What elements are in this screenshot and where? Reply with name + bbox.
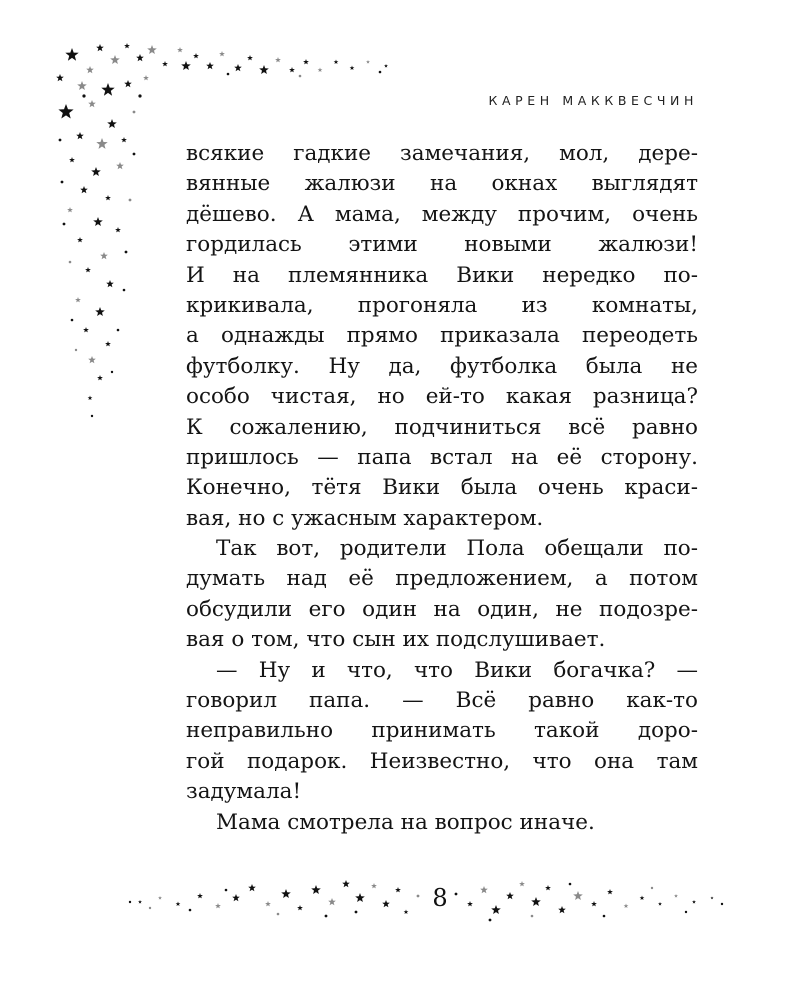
star-icon: [86, 66, 94, 73]
dot-icon: [417, 895, 420, 898]
text-line: вянные жалюзи на окнах выглядят: [186, 171, 698, 197]
star-icon: [232, 894, 240, 901]
dot-icon: [603, 915, 606, 918]
star-icon: [121, 137, 127, 142]
star-icon: [77, 81, 87, 90]
star-icon: [711, 896, 714, 899]
star-icon: [107, 119, 117, 128]
star-icon: [297, 905, 303, 910]
text-line: неправильно принимать такой доро-: [186, 718, 698, 744]
star-icon: [692, 900, 696, 904]
dot-icon: [189, 909, 192, 912]
star-icon: [69, 157, 75, 162]
text-line: гой подарок. Неизвестно, что она там: [186, 748, 698, 774]
star-icon: [328, 898, 336, 905]
star-icon: [303, 59, 309, 64]
star-icon: [311, 885, 321, 894]
star-icon: [124, 43, 130, 48]
star-icon: [95, 307, 105, 316]
star-icon: [350, 66, 355, 71]
star-icon: [116, 162, 124, 169]
star-icon: [177, 47, 183, 52]
star-icon: [105, 195, 111, 200]
text-line: гордилась этими новыми жалюзи!: [186, 232, 698, 258]
star-icon: [88, 100, 96, 107]
star-icon: [124, 80, 132, 87]
star-icon: [77, 237, 83, 242]
text-line: обсудили его один на один, не подозре-: [186, 596, 698, 622]
star-icon: [80, 186, 88, 193]
star-icon: [193, 53, 199, 58]
star-icon: [97, 375, 103, 380]
star-icon: [480, 886, 488, 893]
star-icon: [248, 884, 256, 891]
star-icon: [136, 54, 144, 61]
dot-icon: [133, 111, 136, 114]
dot-icon: [59, 139, 62, 142]
star-icon: [281, 889, 291, 898]
star-icon: [265, 901, 271, 906]
star-icon: [531, 897, 541, 906]
dot-icon: [379, 71, 382, 74]
text-line: вая о том, что сын их подслушивает.: [186, 627, 606, 653]
dot-icon: [123, 289, 126, 292]
star-icon: [162, 61, 168, 66]
star-icon: [658, 902, 662, 906]
star-icon: [573, 891, 583, 900]
running-head-author: КАРЕН МАККВЕСЧИН: [488, 93, 698, 108]
star-icon: [607, 889, 613, 894]
star-icon: [197, 893, 203, 898]
star-icon: [384, 64, 388, 68]
star-icon: [206, 62, 214, 69]
body-text: [186, 139, 698, 838]
dot-icon: [225, 889, 228, 892]
dot-icon: [325, 915, 328, 918]
text-line: К сожалению, подчиниться всё равно: [186, 414, 698, 440]
text-line: а однажды прямо приказала переодеть: [186, 323, 698, 349]
page-number: 8: [432, 884, 448, 912]
star-icon: [467, 901, 473, 906]
dot-icon: [129, 901, 131, 903]
dot-icon: [71, 319, 74, 322]
star-icon: [545, 885, 551, 890]
star-icon: [88, 396, 93, 401]
star-icon: [67, 207, 73, 212]
dot-icon: [299, 75, 302, 78]
text-line: футболку. Ну да, футболка была не: [186, 353, 698, 379]
star-icon: [334, 60, 339, 65]
star-icon: [289, 67, 295, 72]
text-line: особо чистая, но ей-то какая разница?: [186, 384, 698, 410]
text-line: думать над её предложением, а потом: [186, 566, 698, 592]
star-icon: [58, 104, 73, 119]
star-icon: [318, 68, 323, 73]
dot-icon: [355, 911, 358, 914]
star-icon: [76, 132, 84, 139]
star-icon: [519, 881, 525, 886]
text-line: И на племянника Вики нередко по-: [186, 262, 698, 288]
star-icon: [93, 217, 103, 226]
star-icon: [558, 906, 566, 913]
star-icon: [75, 297, 81, 302]
star-icon: [640, 896, 645, 901]
star-icon: [395, 887, 401, 892]
star-icon: [355, 893, 365, 902]
star-icon: [91, 167, 101, 176]
star-icon: [65, 48, 78, 61]
dot-icon: [531, 915, 534, 918]
dot-icon: [651, 887, 653, 889]
dot-icon: [69, 261, 72, 264]
star-icon: [143, 75, 149, 80]
star-icon: [506, 892, 514, 899]
star-icon: [147, 45, 157, 54]
dot-icon: [61, 181, 64, 184]
star-icon: [491, 905, 501, 914]
dot-icon: [277, 913, 280, 916]
text-line: вая, но с ужасным характером.: [186, 505, 544, 531]
dot-icon: [569, 883, 572, 886]
star-icon: [215, 903, 221, 908]
dot-icon: [129, 199, 132, 202]
star-icon: [115, 227, 121, 232]
star-icon: [101, 83, 114, 96]
text-line: говорил папа. — Всё равно как-то: [186, 688, 698, 714]
text-line: пришлось — папа встал на её сторону.: [186, 444, 698, 470]
star-icon: [100, 252, 108, 259]
text-line: — Ну и что, что Вики богачка? —: [216, 657, 698, 683]
star-icon: [342, 880, 350, 887]
star-icon: [96, 138, 107, 149]
star-icon: [234, 64, 242, 71]
text-line: всякие гадкие замечания, мол, дере-: [186, 141, 698, 166]
dot-icon: [117, 329, 120, 332]
star-icon: [591, 901, 597, 906]
dot-icon: [82, 94, 85, 97]
star-icon: [56, 74, 64, 81]
star-icon: [382, 900, 390, 907]
dot-icon: [227, 73, 230, 76]
dot-icon: [75, 349, 77, 351]
star-icon: [105, 341, 111, 346]
star-icon: [624, 904, 629, 909]
dot-icon: [91, 415, 93, 417]
star-icon: [110, 55, 120, 64]
dot-icon: [685, 911, 687, 913]
dot-icon: [721, 903, 723, 905]
star-icon: [158, 896, 162, 900]
text-line: крикивала, прогоняла из комнаты,: [186, 292, 698, 318]
star-icon: [83, 327, 89, 332]
star-icon: [247, 55, 253, 60]
dot-icon: [111, 371, 113, 373]
dot-icon: [149, 907, 151, 909]
dot-icon: [489, 919, 492, 922]
star-icon: [138, 900, 142, 904]
text-line: дёшево. А мама, между прочим, очень: [186, 201, 698, 227]
star-icon: [96, 44, 104, 51]
dot-icon: [63, 223, 66, 226]
text-line: Мама смотрела на вопрос иначе.: [216, 809, 595, 835]
star-icon: [176, 902, 181, 907]
dot-icon: [133, 153, 136, 156]
star-icon: [674, 894, 678, 898]
star-icon: [366, 60, 370, 64]
star-icon: [106, 280, 114, 287]
star-icon: [219, 51, 225, 56]
dot-icon: [138, 94, 141, 97]
text-line: Так вот, родители Пола обещали по-: [216, 536, 698, 562]
star-icon: [85, 267, 91, 272]
star-icon: [181, 61, 191, 70]
star-icon: [88, 356, 96, 363]
star-icon: [275, 57, 281, 62]
text-line: Конечно, тётя Вики была очень краси-: [186, 475, 698, 501]
star-icon: [259, 65, 269, 74]
text-line: задумала!: [186, 779, 302, 805]
star-icon: [371, 883, 377, 888]
star-icon: [404, 910, 409, 915]
dot-icon: [125, 251, 128, 254]
